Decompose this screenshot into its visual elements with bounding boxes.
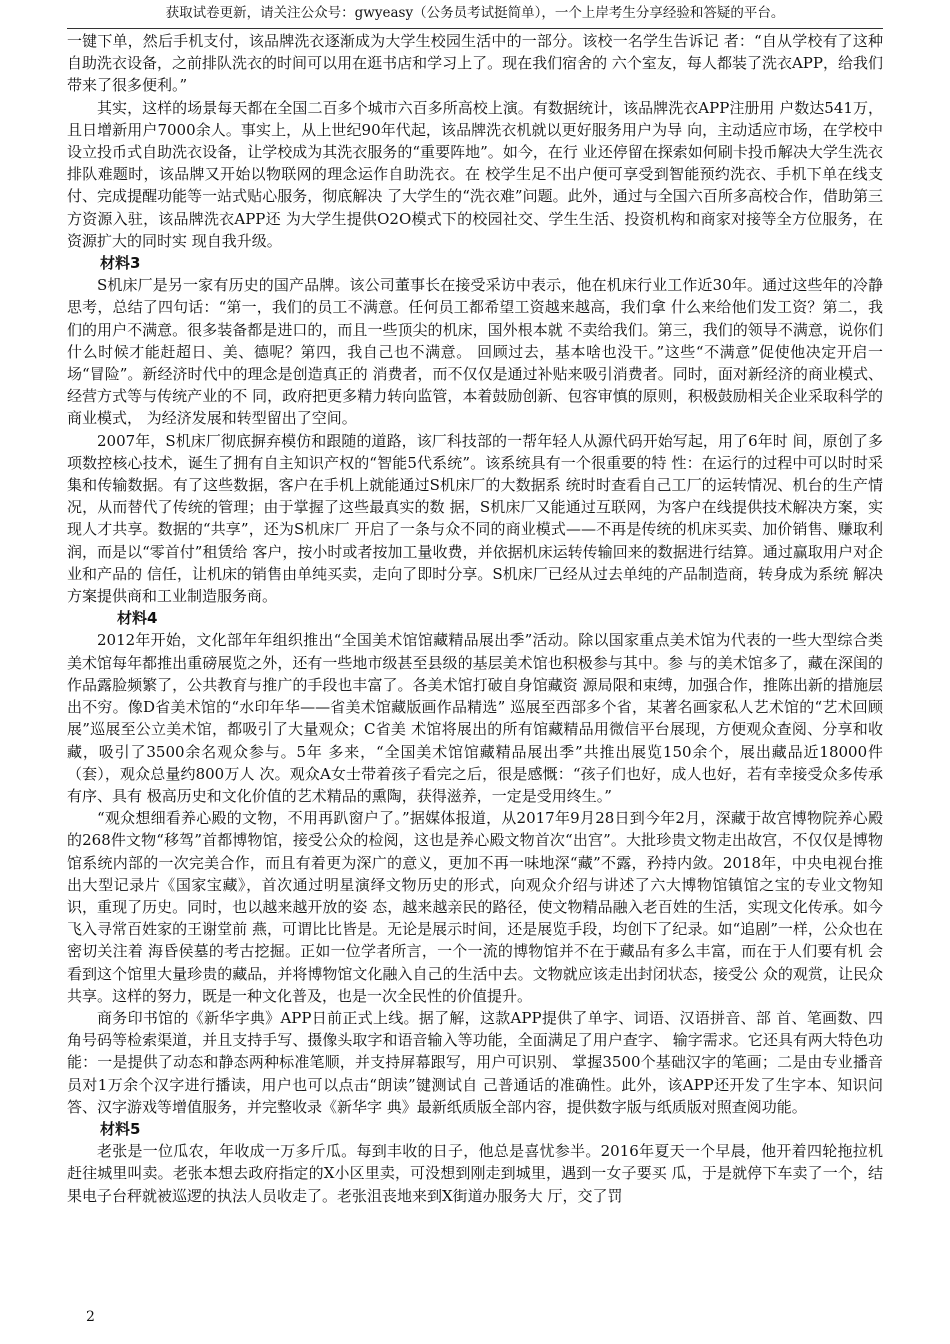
page-number: 2 <box>86 1309 95 1325</box>
paragraph: 老张是一位瓜农，年收成一万多斤瓜。每到丰收的日子，他总是喜忧参半。2016年夏天一个早晨，他开着四轮拖拉机赶往城里叫卖。老张本想去政府指定的X小区里卖，可没想到刚走到城里，遇到一女子要买 瓜，于是就停下车卖了一个，结果电子台秤就被巡逻的执法人员收走了。老张沮丧地来到X街道办服务大 厅，交了罚 <box>67 1142 883 1205</box>
paragraph: 2012年开始，文化部年年组织推出“全国美术馆馆藏精品展出季”活动。除以国家重点美术馆为代表的一些大型综合类美术馆每年都推出重磅展览之外，还有一些地市级甚至县级的基层美术馆也积极参与其中。参 与的美术馆多了，藏在深闺的作品露脸频繁了，公共教育与推广的手段也丰富了。各美术馆打破自身馆藏资 源局限和束缚，加强合作，推陈出新的措施层出不穷。像D省美术馆的“水印年华——省美术馆藏版画作品精选” 巡展至西部多个省，某著名画家私人艺术馆的“艺术回顾展”巡展至公立美术馆，都吸引了大量观众；C省美 术馆将展出的所有馆藏精品用微信平台展现，方便观众查阅、分享和收藏，吸引了3500余名观众参与。5年 多来，“全国美术馆馆藏精品展出季”共推出展览150余个，展出藏品近18000件（套），观众总量约800万人 次。观众A女士带着孩子看完之后，很是感慨：“孩子们也好，成人也好，若有幸接受众多传承有序、具有 极高历史和文化价值的艺术精品的熏陶，获得滋养，一定是受用终生。” <box>67 631 883 805</box>
section-heading-material-5: 材料5 <box>100 1119 141 1138</box>
paragraph: S机床厂是另一家有历史的国产品牌。该公司董事长在接受采访中表示，他在机床行业工作近30年。通过这些年的冷静思考，总结了四句话：“第一，我们的员工不满意。任何员工都希望工资越来越高，我们拿 什么来给他们发工资？第二，我们的用户不满意。很多装备都是进口的，而且一些顶尖的机床，国外根本就 不卖给我们。第三，我们的领导不满意，说你们什么时候才能赶超日、美、德呢？第四，我自己也不满意。 回顾过去，基本啥也没干。”这些“不满意”促使他决定开启一场“冒险”。新经济时代中的理念是创造真正的 消费者，而不仅仅是通过补贴来吸引消费者。同时，面对新经济的商业模式、经营方式等与传统产业的不 同，政府把更多精力转向监管，本着鼓励创新、包容审慎的原则，积极鼓励相关企业采取科学的商业模式， 为经济发展和转型留出了空间。 <box>67 276 883 428</box>
paragraph: 商务印书馆的《新华字典》APP日前正式上线。据了解，这款APP提供了单字、词语、汉语拼音、部 首、笔画数、四角号码等检索渠道，并且支持手写、摄像头取字和语音输入等功能，全面满足了用户查字、 输字需求。它还具有两大特色功能：一是提供了动态和静态两种标准笔顺，并支持屏幕跟写，用户可识别、 掌握3500个基础汉字的笔画；二是由专业播音员对1万余个汉字进行播读，用户也可以点击“朗读”键测试自 己普通话的准确性。此外，该APP还开发了生字本、知识问答、汉字游戏等增值服务，并完整收录《新华字 典》最新纸质版全部内容，提供数字版与纸质版对照查阅功能。 <box>67 1008 883 1116</box>
page-header: 获取试卷更新，请关注公众号：gwyeasy（公务员考试挺简单），一个上岸考生分享经验和答疑的平台。 <box>67 0 883 29</box>
paragraph: 一键下单，然后手机支付，该品牌洗衣逐渐成为大学生校园生活中的一部分。该校一名学生告诉记 者：“自从学校有了这种自助洗衣设备，之前排队洗衣的时间可以用在逛书店和学习上了。现在我们宿舍的 六个室友，每人都装了洗衣APP，给我们带来了很多便利。” <box>67 32 883 95</box>
paragraph: 2007年，S机床厂彻底摒弃模仿和跟随的道路，该厂科技部的一帮年轻人从源代码开始写起，用了6年时 间，原创了多项数控核心技术，诞生了拥有自主知识产权的“智能5代系统”。该系统具有一个很重要的特 性：在运行的过程中可以时时采集和传输数据。有了这些数据，客户在手机上就能通过S机床厂的大数据系 统时时查看自己工厂的运转情况、机台的生产情况，从而替代了传统的管理；由于掌握了这些最真实的数 据，S机床厂又能通过互联网，为客户在线提供技术解决方案，实现人才共享。数据的“共享”，还为S机床厂 开启了一条与众不同的商业模式——不再是传统的机床买卖、加价销售、赚取利润，而是以“零首付”租赁给 客户，按小时或者按加工量收费，并依据机床运转传输回来的数据进行结算。通过赢取用户对企业和产品的 信任，让机床的销售由单纯买卖，走向了即时分享。S机床厂已经从过去单纯的产品制造商，转身成为系统 解决方案提供商和工业制造服务商。 <box>67 431 883 606</box>
document-body <box>67 30 883 1207</box>
section-heading-material-4: 材料4 <box>117 609 158 628</box>
paragraph: 其实，这样的场景每天都在全国二百多个城市六百多所高校上演。有数据统计，该品牌洗衣APP注册用 户数达541万，且日增新用户7000余人。事实上，从上世纪90年代起，该品牌洗衣机就以更好服务用户为导 向，主动适应市场，在学校中设立投币式自助洗衣设备，让学校成为其洗衣服务的“重要阵地”。如今，在行 业还停留在探索如何刷卡投币解决大学生洗衣排队难题时，该品牌又开始以物联网的理念运作自助洗衣。在 校学生足不出户便可享受到智能预约洗衣、手机下单在线支付、完成提醒功能等一站式贴心服务，彻底解决 了大学生的“洗衣难”问题。此外，通过与全国六百所多高校合作，借助第三方资源入驻，该品牌洗衣APP还 为大学生提供O2O模式下的校园社交、学生生活、投资机构和商家对接等全方位服务，在资源扩大的同时实 现自我升级。 <box>67 98 883 250</box>
section-heading-material-3: 材料3 <box>100 254 141 273</box>
paragraph: “观众想细看养心殿的文物，不用再趴窗户了。”据媒体报道，从2017年9月28日到今年2月，深藏于故宫博物院养心殿的268件文物“移驾”首都博物馆，接受公众的检阅，这也是养心殿文物首次“出宫”。大批珍贵文物走出故宫，不仅仅是博物馆系统内部的一次完美合作，而且有着更为深广的意义，更加不再一味地深“藏”不露，矜持内敛。2018年，中央电视台推出大型记录片《国家宝藏》，首次通过明星演绎文物历史的形式，向观众介绍与讲述了六大博物馆镇馆之宝的专业文物知识，重现了历史。同时，也以越来越开放的姿 态，越来越亲民的路径，使文物精品融入老百姓的生活，实现文化传承。如今飞入寻常百姓家的王谢堂前 燕，可谓比比皆是。无论是展示时间，还是展览手段，均创下了纪录。如“追剧”一样，公众也在密切关注着 海昏侯墓的考古挖掘。正如一位学者所言，一个一流的博物馆并不在于藏品有多么丰富，而在于人们要有机 会看到这个馆里大量珍贵的藏品，并将博物馆文化融入自己的生活中去。文物就应该走出封闭状态，接受公 众的观赏，让民众共享。这样的努力，既是一种文化普及，也是一次全民性的价值提升。 <box>67 809 883 1005</box>
